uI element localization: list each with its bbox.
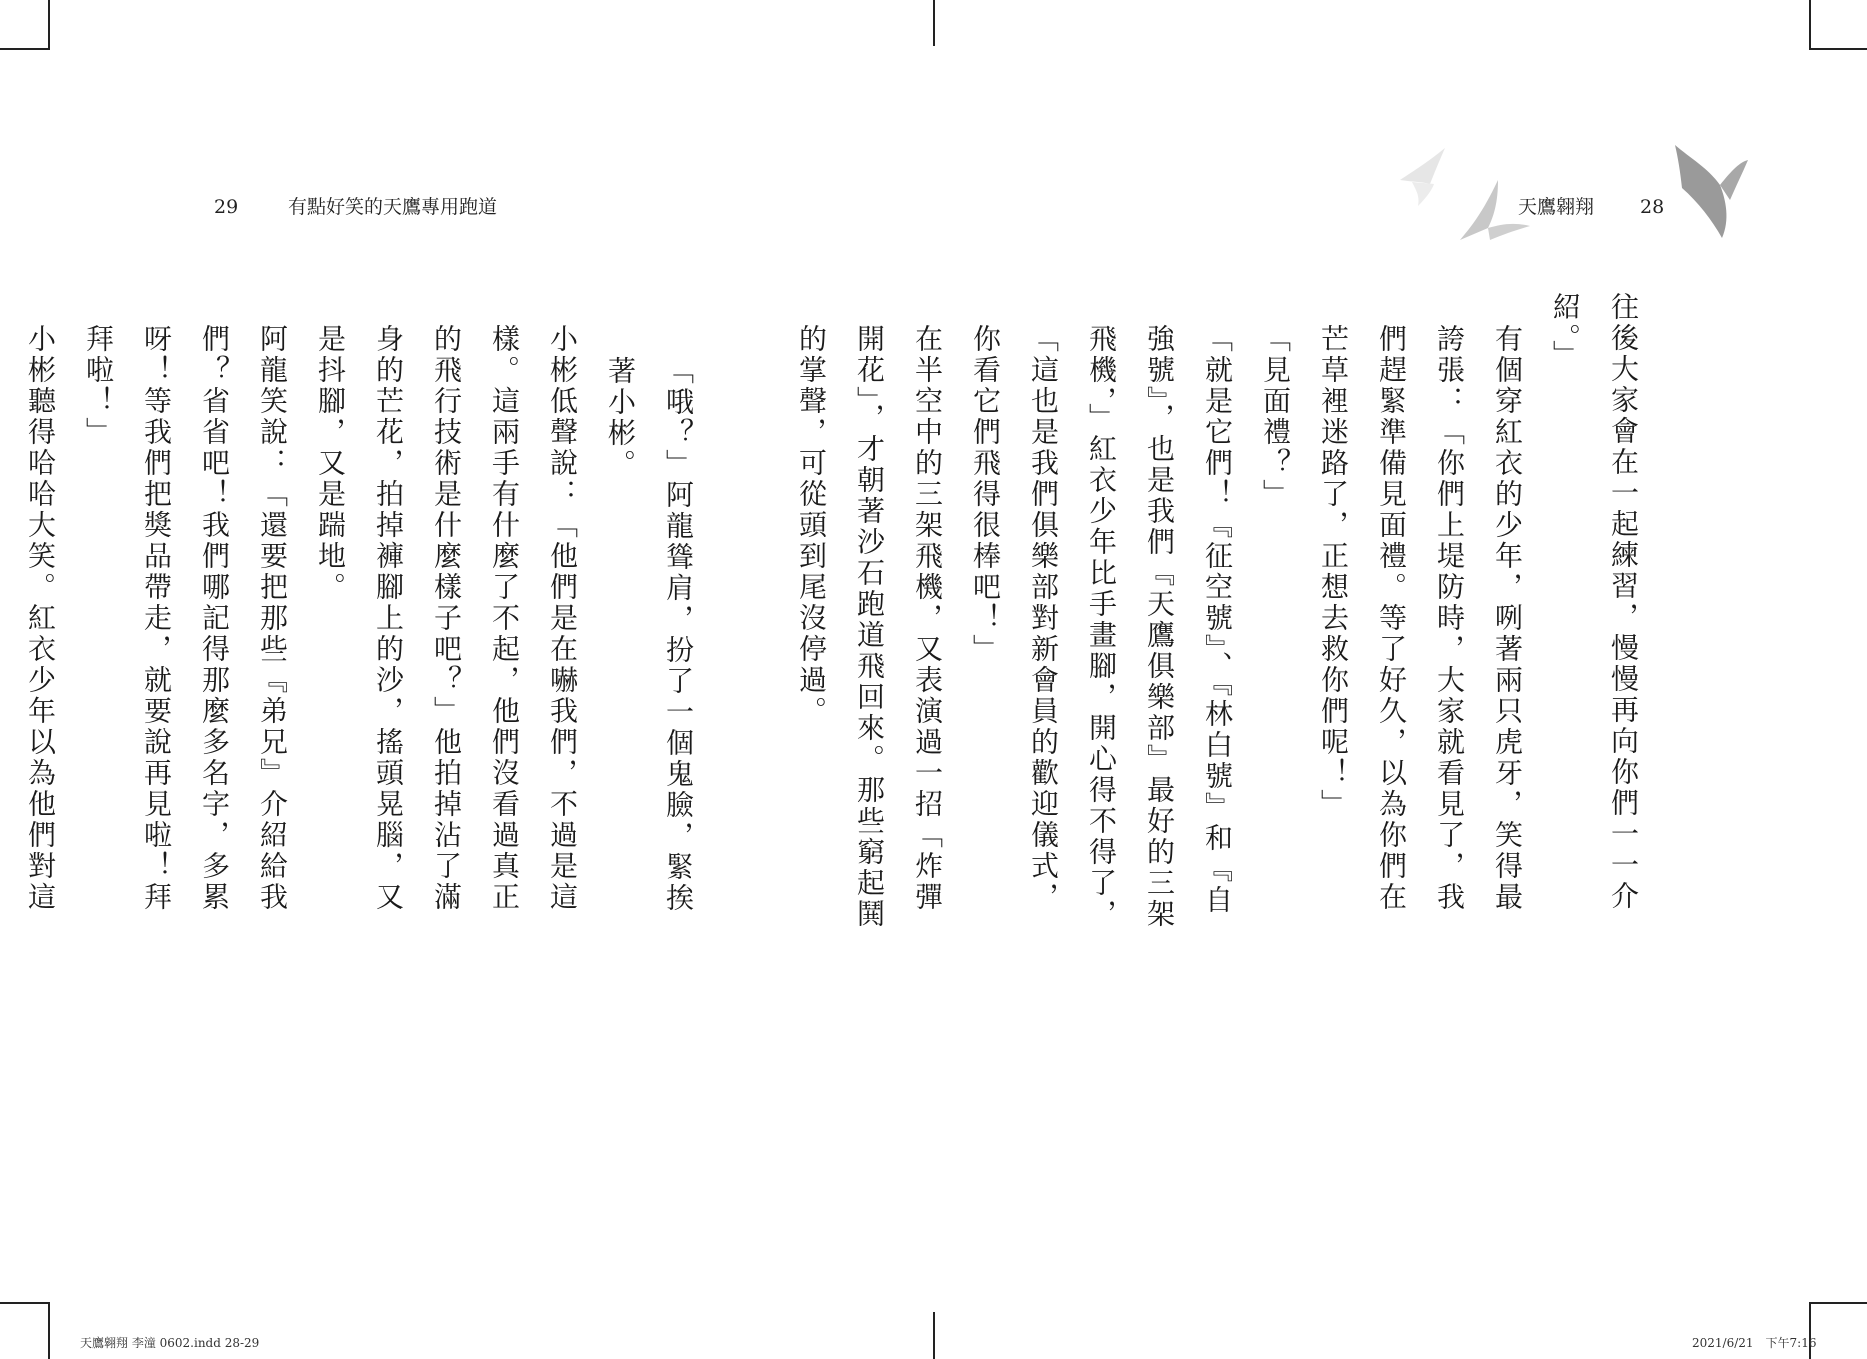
crop-mark-top-right-h <box>1809 48 1867 50</box>
paragraph: 「哦？」阿龍聳肩，扮了一個鬼臉，緊挨著小彬。 <box>604 356 695 914</box>
right-page-body <box>795 292 1652 932</box>
crop-mark-top-left-v <box>48 0 50 50</box>
slug-timestamp: 2021/6/21 下午7:16 <box>1692 1336 1817 1350</box>
paragraph: 有個穿紅衣的少年，咧著兩只虎牙，笑得最誇張：「你們上堤防時，大家就看見了，我們趕緊準備見面禮。等了好久，以為你們在芒草裡迷路了，正想去救你們呢！」 <box>1317 324 1524 913</box>
paragraph: 小彬低聲說：「他們是在嚇我們，不過是這樣。這兩手有什麼了不起，他們沒看過真正的飛行技術是什麼樣子吧？」他拍掉沾了滿身的芒花，拍掉褲腳上的沙，搖頭晃腦，又是抖腳，又是踹地。 <box>314 324 579 913</box>
running-title-left: 有點好笑的天鷹專用跑道 <box>288 196 498 218</box>
page-number-left: 29 <box>214 196 239 218</box>
paragraph: 「就是它們！『征空號』、『林白號』和『自強號』，也是我們『天鷹俱樂部』最好的三架飛機，」紅衣少年比手畫腳，開心得不得了，「這也是我們俱樂部對新會員的歡迎儀式，你看它們飛得很棒吧！」 <box>969 324 1234 930</box>
crop-mark-bottom-right-h <box>1809 1302 1867 1304</box>
paragraph: 小彬聽得哈哈大笑。紅衣少年以為他們對這 <box>24 324 57 913</box>
crop-mark-bottom-left-v <box>48 1302 50 1359</box>
paragraph: 在半空中的三架飛機，又表演過一招「炸彈開花」，才朝著沙石跑道飛回來。那些窮起鬨的掌聲，可從頭到尾沒停過。 <box>795 324 944 930</box>
crop-mark-top-center-v <box>933 0 935 46</box>
crop-mark-top-right-v <box>1809 0 1811 50</box>
crop-mark-bottom-center-v <box>933 1312 935 1359</box>
slug-filename: 天鷹翱翔 李潼 0602.indd 28-29 <box>80 1336 260 1350</box>
running-title-right: 天鷹翱翔 <box>1518 196 1595 218</box>
bird-silhouettes-icon <box>1390 140 1750 250</box>
page-number-right: 28 <box>1640 196 1665 218</box>
left-page-body <box>24 292 707 932</box>
crop-mark-bottom-left-h <box>0 1302 50 1304</box>
paragraph: 往後大家會在一起練習，慢慢再向你們一一介紹。」 <box>1549 292 1640 912</box>
paragraph: 阿龍笑說：「還要把那些『弟兄』介紹給我們？省省吧！我們哪記得那麼多名字，多累呀！等我們把獎品帶走，就要說再見啦！拜拜啦！」 <box>82 324 289 913</box>
crop-mark-top-left-h <box>0 48 50 50</box>
paragraph: 「見面禮？」 <box>1259 324 1292 510</box>
